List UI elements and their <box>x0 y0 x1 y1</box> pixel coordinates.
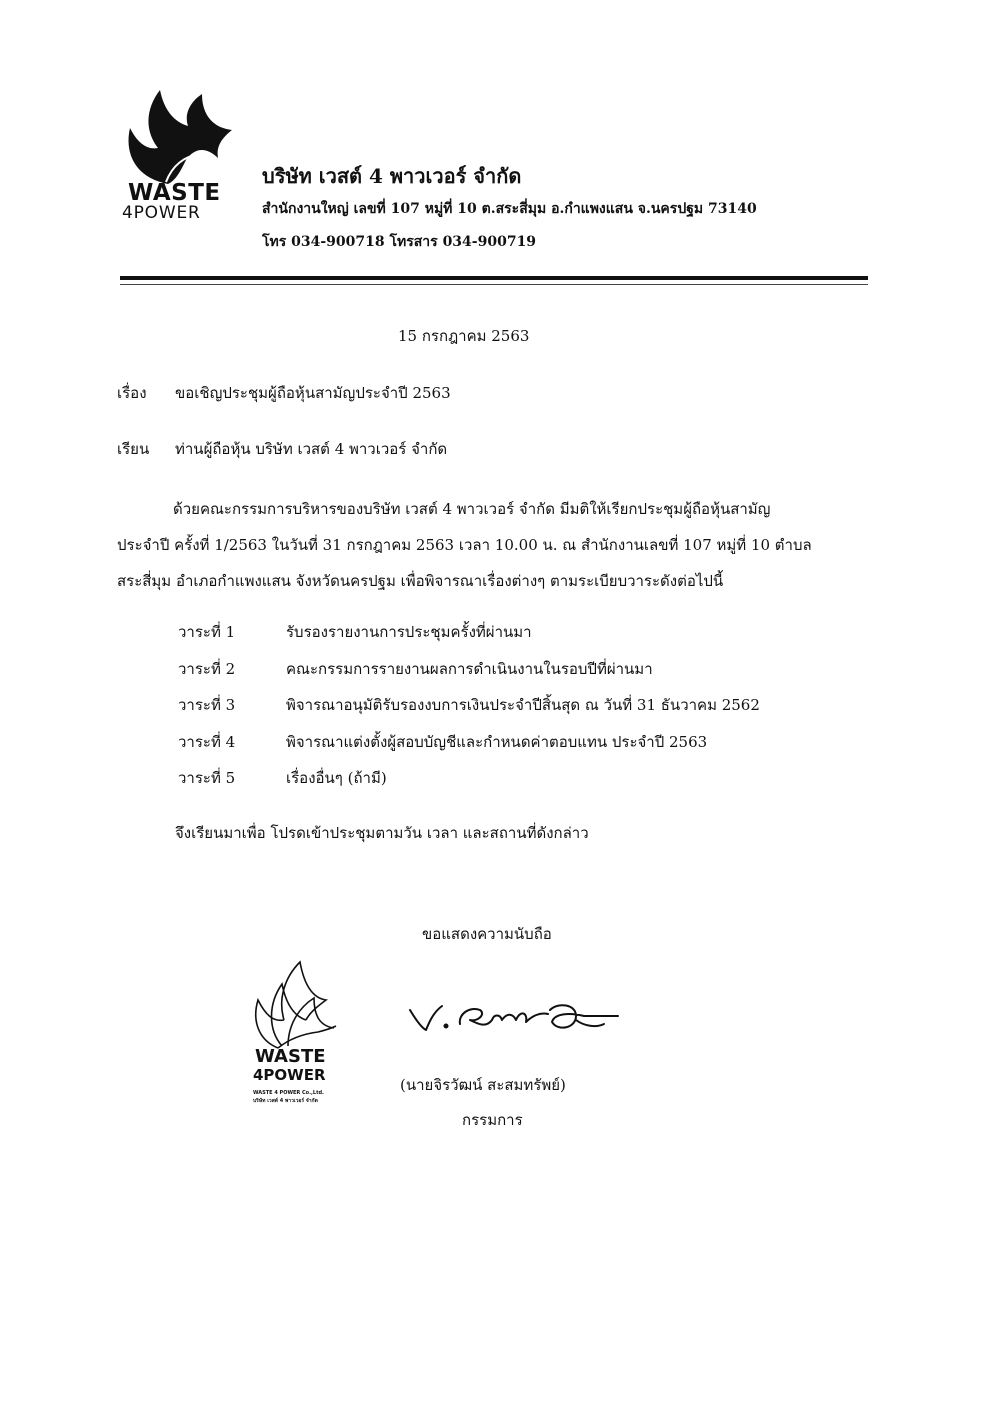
leaf-outline-icon <box>248 960 342 1050</box>
agenda-text: พิจารณาแต่งตั้งผู้สอบบัญชีและกำหนดค่าตอบแทน ประจำปี 2563 <box>286 732 708 751</box>
subject-text: ขอเชิญประชุมผู้ถือหุ้นสามัญประจำปี 2563 <box>175 384 451 402</box>
body-line: ด้วยคณะกรรมการบริหารของบริษัท เวสต์ 4 พาวเวอร์ จำกัด มีมติให้เรียกประชุมผู้ถือหุ้นสามัญ <box>173 500 771 518</box>
agenda-number: วาระที่ 1 <box>178 623 236 641</box>
agenda-text: คณะกรรมการรายงานผลการดำเนินงานในรอบปีที่ผ่านมา <box>286 659 653 678</box>
stamp-company-en: WASTE 4 POWER Co.,Ltd. <box>253 1090 324 1096</box>
regards-line: ขอแสดงความนับถือ <box>422 925 552 943</box>
handwritten-signature <box>408 990 628 1050</box>
stamp-wordmark-line1: WASTE <box>255 1046 326 1067</box>
company-name: บริษัท เวสต์ 4 พาวเวอร์ จำกัด <box>262 164 522 188</box>
company-stamp <box>248 960 342 1050</box>
signer-title: กรรมการ <box>462 1111 523 1129</box>
logo-wordmark-line2: 4POWER <box>122 203 201 223</box>
letterhead-divider <box>120 276 868 280</box>
company-phone: โทร 034-900718 โทรสาร 034-900719 <box>262 234 537 250</box>
agenda-number: วาระที่ 3 <box>178 696 236 714</box>
stamp-company-th: บริษัท เวสต์ 4 พาวเวอร์ จำกัด <box>253 1098 318 1104</box>
agenda-text: เรื่องอื่นๆ (ถ้ามี) <box>286 769 387 787</box>
company-address: สำนักงานใหญ่ เลขที่ 107 หมู่ที่ 10 ต.สระสี่มุม อ.กำแพงแสน จ.นครปฐม 73140 <box>262 201 757 217</box>
agenda-number: วาระที่ 4 <box>178 732 236 751</box>
body-line: สระสี่มุม อำเภอกำแพงแสน จังหวัดนครปฐม เพื่อพิจารณาเรื่องต่างๆ ตามระเบียบวาระดังต่อไปนี้ <box>117 572 724 590</box>
agenda-text: รับรองรายงานการประชุมครั้งที่ผ่านมา <box>286 623 532 641</box>
signer-name: (นายจิรวัฒน์ สะสมทรัพย์) <box>400 1076 566 1094</box>
recipient-text: ท่านผู้ถือหุ้น บริษัท เวสต์ 4 พาวเวอร์ จำกัด <box>175 440 448 458</box>
body-paragraph <box>117 491 877 599</box>
logo-wordmark-line1: WASTE <box>128 180 221 206</box>
agenda-number: วาระที่ 5 <box>178 769 236 787</box>
letterhead-divider-thin <box>120 284 868 285</box>
body-line: ประจำปี ครั้งที่ 1/2563 ในวันที่ 31 กรกฎาคม 2563 เวลา 10.00 น. ณ สำนักงานเลขที่ 107 หมู่ที่ 10 ตำบล <box>117 536 812 554</box>
letter-date: 15 กรกฎาคม 2563 <box>398 327 530 345</box>
recipient-label: เรียน <box>117 440 150 458</box>
leaf-logo-icon <box>118 86 238 186</box>
agenda-number: วาระที่ 2 <box>178 659 236 678</box>
subject-label: เรื่อง <box>117 384 147 402</box>
agenda-text: พิจารณาอนุมัติรับรองงบการเงินประจำปีสิ้นสุด ณ วันที่ 31 ธันวาคม 2562 <box>286 696 760 714</box>
closing-line: จึงเรียนมาเพื่อ โปรดเข้าประชุมตามวัน เวลา และสถานที่ดังกล่าว <box>175 824 589 842</box>
stamp-wordmark-line2: 4POWER <box>253 1066 326 1084</box>
